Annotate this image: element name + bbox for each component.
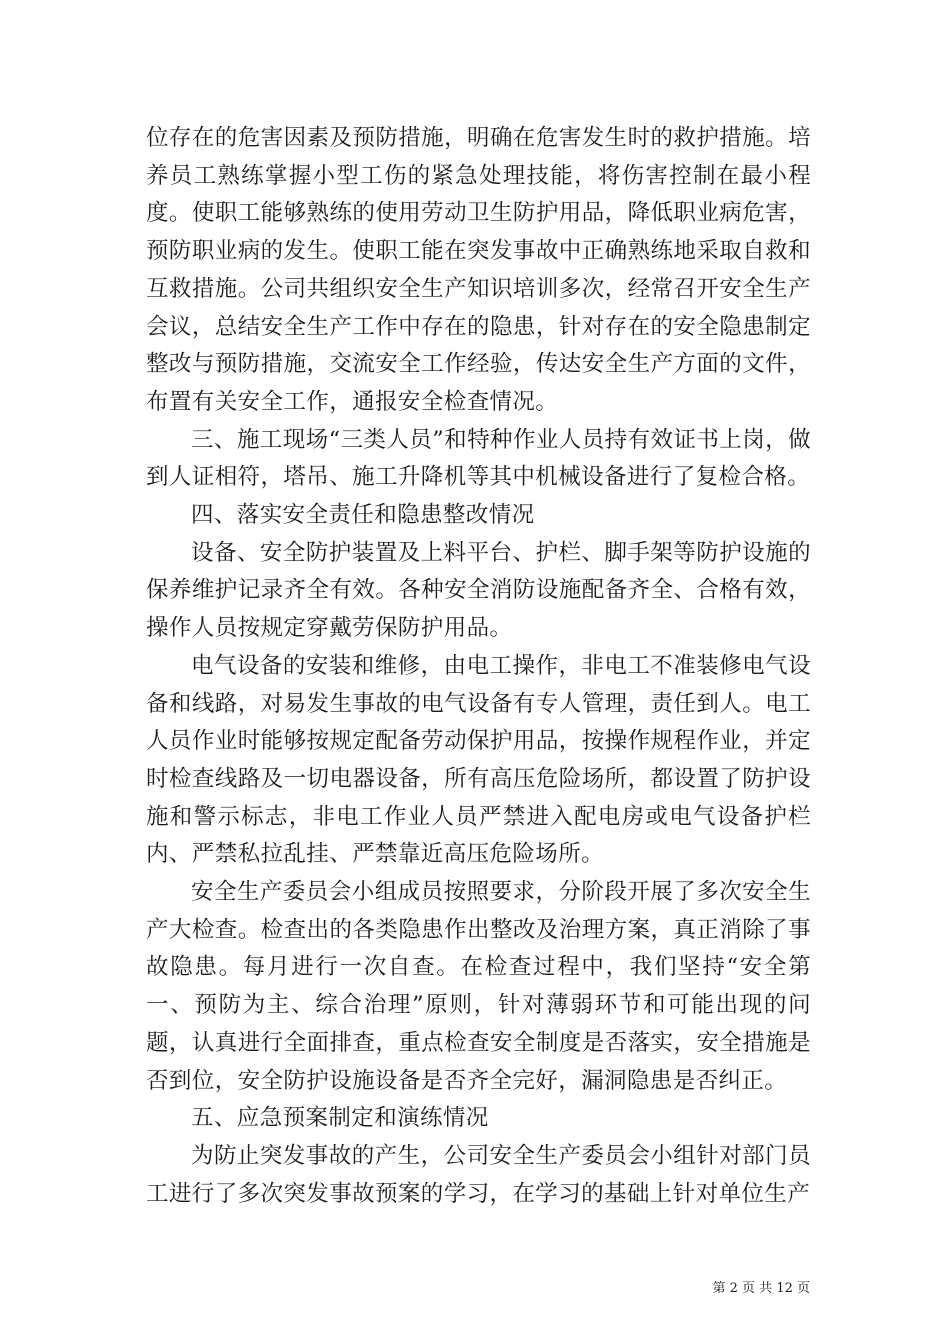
paragraph-electrical: 电气设备的安装和维修，由电工操作，非电工不准装修电气设备和线路，对易发生事故的电气设备有专人管理，责任到人。电工人员作业时能够按规定配备劳动保护用品，按操作规程作业，并定时检查线路及一切电器设备，所有高压危险场所，都设置了防护设施和警示标志，非电工作业人员严禁进入配电房或电气设备护栏内、严禁私拉乱挂、严禁靠近高压危险场所。 — [146, 652, 811, 868]
paragraph-equipment: 设备、安全防护装置及上料平台、护栏、脚手架等防护设施的保养维护记录齐全有效。各种安全消防设施配备齐全、合格有效，操作人员按规定穿戴劳保防护用品。 — [146, 539, 811, 642]
paragraph-section-three: 三、施工现场“三类人员”和特种作业人员持有效证书上岗，做到人证相符，塔吊、施工升降机等其中机械设备进行了复检合格。 — [146, 426, 811, 491]
paragraph-emergency: 为防止突发事故的产生，公司安全生产委员会小组针对部门员工进行了多次突发事故预案的学习，在学习的基础上针对单位生产 — [146, 1142, 811, 1207]
paragraph-training: 位存在的危害因素及预防措施，明确在危害发生时的救护措施。培养员工熟练掌握小型工伤的紧急处理技能，将伤害控制在最小程度。使职工能够熟练的使用劳动卫生防护用品，降低职业病危害，预防职业病的发生。使职工能在突发事故中正确熟练地采取自救和互救措施。公司共组织安全生产知识培训多次，经常召开安全生产会议，总结安全生产工作中存在的隐患，针对存在的安全隐患制定整改与预防措施，交流安全工作经验，传达安全生产方面的文件，布置有关安全工作，通报安全检查情况。 — [146, 125, 811, 415]
document-body — [146, 120, 811, 1213]
paragraph-inspection: 安全生产委员会小组成员按照要求，分阶段开展了多次安全生产大检查。检查出的各类隐患作出整改及治理方案，真正消除了事故隐患。每月进行一次自查。在检查过程中，我们坚持“安全第一、预防为主、综合治理”原则，针对薄弱环节和可能出现的问题，认真进行全面排查，重点检查安全制度是否落实，安全措施是否到位，安全防护设施设备是否齐全完好，漏洞隐患是否纠正。 — [146, 879, 811, 1094]
heading-section-four: 四、落实安全责任和隐患整改情况 — [191, 502, 535, 529]
heading-section-five: 五、应急预案制定和演练情况 — [191, 1105, 489, 1132]
page-number: 第 2 页 共 12 页 — [712, 1281, 810, 1296]
